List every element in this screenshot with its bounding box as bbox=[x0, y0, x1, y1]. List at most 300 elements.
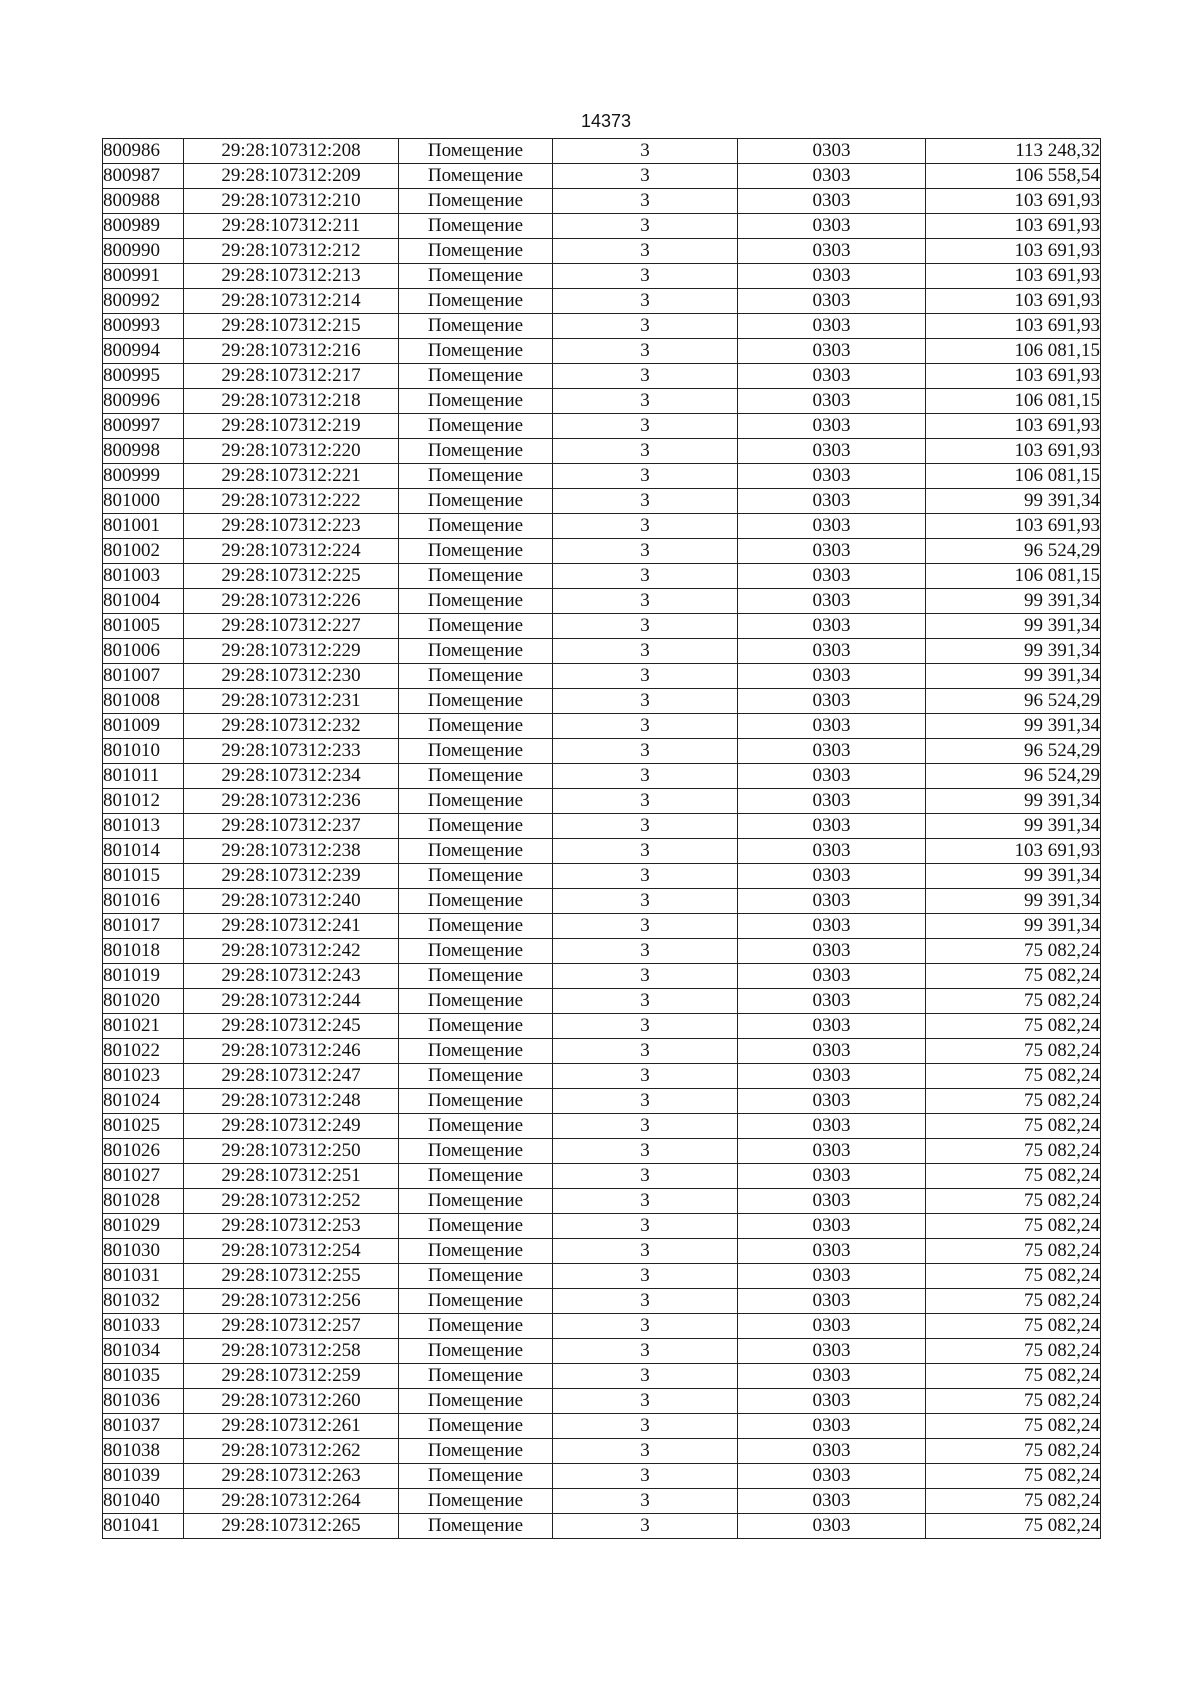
object-type: Помещение bbox=[399, 914, 553, 939]
code-cell: 0303 bbox=[738, 1114, 926, 1139]
cadastral-value: 103 691,93 bbox=[926, 414, 1101, 439]
cadastral-number: 29:28:107312:218 bbox=[184, 389, 399, 414]
code-cell: 0303 bbox=[738, 839, 926, 864]
code-cell: 0303 bbox=[738, 1164, 926, 1189]
code-cell: 0303 bbox=[738, 814, 926, 839]
table-row bbox=[103, 1464, 1101, 1489]
code-cell: 0303 bbox=[738, 1264, 926, 1289]
cadastral-number: 29:28:107312:223 bbox=[184, 514, 399, 539]
cadastral-number: 29:28:107312:245 bbox=[184, 1014, 399, 1039]
object-type: Помещение bbox=[399, 614, 553, 639]
category-cell: 3 bbox=[553, 764, 738, 789]
object-type: Помещение bbox=[399, 489, 553, 514]
category-cell: 3 bbox=[553, 1289, 738, 1314]
cadastral-value: 99 391,34 bbox=[926, 914, 1101, 939]
cadastral-value: 75 082,24 bbox=[926, 1139, 1101, 1164]
code-cell: 0303 bbox=[738, 889, 926, 914]
cadastral-number: 29:28:107312:222 bbox=[184, 489, 399, 514]
code-cell: 0303 bbox=[738, 539, 926, 564]
object-type: Помещение bbox=[399, 689, 553, 714]
code-cell: 0303 bbox=[738, 464, 926, 489]
table-row bbox=[103, 214, 1101, 239]
cadastral-number: 29:28:107312:264 bbox=[184, 1489, 399, 1514]
cadastral-number: 29:28:107312:236 bbox=[184, 789, 399, 814]
cadastral-value: 75 082,24 bbox=[926, 1264, 1101, 1289]
object-type: Помещение bbox=[399, 1189, 553, 1214]
row-number: 801019 bbox=[103, 964, 184, 989]
code-cell: 0303 bbox=[738, 764, 926, 789]
object-type: Помещение bbox=[399, 964, 553, 989]
category-cell: 3 bbox=[553, 314, 738, 339]
category-cell: 3 bbox=[553, 1514, 738, 1539]
object-type: Помещение bbox=[399, 789, 553, 814]
table-row bbox=[103, 139, 1101, 164]
cadastral-value: 106 081,15 bbox=[926, 389, 1101, 414]
cadastral-number: 29:28:107312:233 bbox=[184, 739, 399, 764]
row-number: 801029 bbox=[103, 1214, 184, 1239]
cadastral-value: 75 082,24 bbox=[926, 1339, 1101, 1364]
code-cell: 0303 bbox=[738, 1189, 926, 1214]
object-type: Помещение bbox=[399, 1264, 553, 1289]
table-row bbox=[103, 314, 1101, 339]
row-number: 801018 bbox=[103, 939, 184, 964]
cadastral-number: 29:28:107312:232 bbox=[184, 714, 399, 739]
category-cell: 3 bbox=[553, 814, 738, 839]
cadastral-number: 29:28:107312:210 bbox=[184, 189, 399, 214]
code-cell: 0303 bbox=[738, 1039, 926, 1064]
code-cell: 0303 bbox=[738, 639, 926, 664]
category-cell: 3 bbox=[553, 1314, 738, 1339]
object-type: Помещение bbox=[399, 514, 553, 539]
cadastral-value: 106 081,15 bbox=[926, 339, 1101, 364]
cadastral-number: 29:28:107312:217 bbox=[184, 364, 399, 389]
cadastral-value: 75 082,24 bbox=[926, 1289, 1101, 1314]
code-cell: 0303 bbox=[738, 1239, 926, 1264]
category-cell: 3 bbox=[553, 1239, 738, 1264]
cadastral-value: 99 391,34 bbox=[926, 714, 1101, 739]
cadastral-number: 29:28:107312:220 bbox=[184, 439, 399, 464]
category-cell: 3 bbox=[553, 1189, 738, 1214]
row-number: 801015 bbox=[103, 864, 184, 889]
category-cell: 3 bbox=[553, 364, 738, 389]
code-cell: 0303 bbox=[738, 989, 926, 1014]
table-row bbox=[103, 1414, 1101, 1439]
code-cell: 0303 bbox=[738, 964, 926, 989]
cadastral-value: 96 524,29 bbox=[926, 539, 1101, 564]
cadastral-number: 29:28:107312:256 bbox=[184, 1289, 399, 1314]
category-cell: 3 bbox=[553, 839, 738, 864]
cadastral-value: 75 082,24 bbox=[926, 939, 1101, 964]
code-cell: 0303 bbox=[738, 389, 926, 414]
row-number: 801017 bbox=[103, 914, 184, 939]
cadastral-number: 29:28:107312:244 bbox=[184, 989, 399, 1014]
row-number: 801025 bbox=[103, 1114, 184, 1139]
code-cell: 0303 bbox=[738, 1214, 926, 1239]
object-type: Помещение bbox=[399, 1064, 553, 1089]
category-cell: 3 bbox=[553, 614, 738, 639]
category-cell: 3 bbox=[553, 1089, 738, 1114]
table-row bbox=[103, 1289, 1101, 1314]
table-row bbox=[103, 1489, 1101, 1514]
category-cell: 3 bbox=[553, 964, 738, 989]
category-cell: 3 bbox=[553, 514, 738, 539]
cadastral-number: 29:28:107312:262 bbox=[184, 1439, 399, 1464]
row-number: 801007 bbox=[103, 664, 184, 689]
object-type: Помещение bbox=[399, 1389, 553, 1414]
object-type: Помещение bbox=[399, 464, 553, 489]
table-row bbox=[103, 489, 1101, 514]
cadastral-value: 106 558,54 bbox=[926, 164, 1101, 189]
row-number: 801014 bbox=[103, 839, 184, 864]
object-type: Помещение bbox=[399, 564, 553, 589]
table-row bbox=[103, 1264, 1101, 1289]
code-cell: 0303 bbox=[738, 164, 926, 189]
cadastral-value: 75 082,24 bbox=[926, 989, 1101, 1014]
table-row bbox=[103, 614, 1101, 639]
code-cell: 0303 bbox=[738, 1014, 926, 1039]
cadastral-number: 29:28:107312:237 bbox=[184, 814, 399, 839]
code-cell: 0303 bbox=[738, 1314, 926, 1339]
cadastral-number: 29:28:107312:224 bbox=[184, 539, 399, 564]
row-number: 801001 bbox=[103, 514, 184, 539]
object-type: Помещение bbox=[399, 164, 553, 189]
row-number: 801030 bbox=[103, 1239, 184, 1264]
code-cell: 0303 bbox=[738, 1364, 926, 1389]
code-cell: 0303 bbox=[738, 1064, 926, 1089]
table-row bbox=[103, 864, 1101, 889]
category-cell: 3 bbox=[553, 989, 738, 1014]
code-cell: 0303 bbox=[738, 289, 926, 314]
cadastral-value: 75 082,24 bbox=[926, 1364, 1101, 1389]
table-row bbox=[103, 539, 1101, 564]
code-cell: 0303 bbox=[738, 1339, 926, 1364]
table-row bbox=[103, 1389, 1101, 1414]
table-row bbox=[103, 914, 1101, 939]
table-row bbox=[103, 1189, 1101, 1214]
cadastral-value: 75 082,24 bbox=[926, 1239, 1101, 1264]
cadastral-number: 29:28:107312:241 bbox=[184, 914, 399, 939]
object-type: Помещение bbox=[399, 714, 553, 739]
object-type: Помещение bbox=[399, 339, 553, 364]
table-row bbox=[103, 1214, 1101, 1239]
cadastral-value: 99 391,34 bbox=[926, 489, 1101, 514]
cadastral-number: 29:28:107312:243 bbox=[184, 964, 399, 989]
row-number: 801037 bbox=[103, 1414, 184, 1439]
row-number: 800993 bbox=[103, 314, 184, 339]
object-type: Помещение bbox=[399, 1314, 553, 1339]
cadastral-value: 75 082,24 bbox=[926, 1039, 1101, 1064]
object-type: Помещение bbox=[399, 1464, 553, 1489]
cadastral-value: 103 691,93 bbox=[926, 364, 1101, 389]
row-number: 800987 bbox=[103, 164, 184, 189]
table-row bbox=[103, 639, 1101, 664]
row-number: 801039 bbox=[103, 1464, 184, 1489]
table-row bbox=[103, 939, 1101, 964]
table-row bbox=[103, 1014, 1101, 1039]
object-type: Помещение bbox=[399, 814, 553, 839]
table-row bbox=[103, 1339, 1101, 1364]
table-row bbox=[103, 389, 1101, 414]
table-row bbox=[103, 989, 1101, 1014]
row-number: 800991 bbox=[103, 264, 184, 289]
cadastral-value: 75 082,24 bbox=[926, 1214, 1101, 1239]
category-cell: 3 bbox=[553, 214, 738, 239]
cadastral-value: 103 691,93 bbox=[926, 189, 1101, 214]
category-cell: 3 bbox=[553, 714, 738, 739]
cadastral-number: 29:28:107312:247 bbox=[184, 1064, 399, 1089]
row-number: 800990 bbox=[103, 239, 184, 264]
category-cell: 3 bbox=[553, 489, 738, 514]
object-type: Помещение bbox=[399, 764, 553, 789]
table-row bbox=[103, 339, 1101, 364]
object-type: Помещение bbox=[399, 1364, 553, 1389]
table-row bbox=[103, 764, 1101, 789]
row-number: 801023 bbox=[103, 1064, 184, 1089]
row-number: 801036 bbox=[103, 1389, 184, 1414]
category-cell: 3 bbox=[553, 1364, 738, 1389]
row-number: 801003 bbox=[103, 564, 184, 589]
table-row bbox=[103, 189, 1101, 214]
category-cell: 3 bbox=[553, 689, 738, 714]
object-type: Помещение bbox=[399, 189, 553, 214]
category-cell: 3 bbox=[553, 414, 738, 439]
table-row bbox=[103, 1314, 1101, 1339]
table-row bbox=[103, 1139, 1101, 1164]
cadastral-value: 75 082,24 bbox=[926, 1164, 1101, 1189]
object-type: Помещение bbox=[399, 314, 553, 339]
table-row bbox=[103, 289, 1101, 314]
row-number: 801041 bbox=[103, 1514, 184, 1539]
cadastral-value: 103 691,93 bbox=[926, 514, 1101, 539]
cadastral-value: 75 082,24 bbox=[926, 1489, 1101, 1514]
cadastral-value: 75 082,24 bbox=[926, 1414, 1101, 1439]
cadastral-value: 103 691,93 bbox=[926, 314, 1101, 339]
table-row bbox=[103, 1514, 1101, 1539]
row-number: 801033 bbox=[103, 1314, 184, 1339]
category-cell: 3 bbox=[553, 439, 738, 464]
table-row bbox=[103, 564, 1101, 589]
category-cell: 3 bbox=[553, 1164, 738, 1189]
object-type: Помещение bbox=[399, 1039, 553, 1064]
cadastral-number: 29:28:107312:259 bbox=[184, 1364, 399, 1389]
cadastral-value: 75 082,24 bbox=[926, 964, 1101, 989]
table-row bbox=[103, 439, 1101, 464]
row-number: 801040 bbox=[103, 1489, 184, 1514]
row-number: 801000 bbox=[103, 489, 184, 514]
code-cell: 0303 bbox=[738, 589, 926, 614]
cadastral-value: 103 691,93 bbox=[926, 439, 1101, 464]
cadastral-value: 75 082,24 bbox=[926, 1389, 1101, 1414]
code-cell: 0303 bbox=[738, 739, 926, 764]
cadastral-number: 29:28:107312:219 bbox=[184, 414, 399, 439]
code-cell: 0303 bbox=[738, 914, 926, 939]
object-type: Помещение bbox=[399, 989, 553, 1014]
object-type: Помещение bbox=[399, 889, 553, 914]
code-cell: 0303 bbox=[738, 264, 926, 289]
cadastral-number: 29:28:107312:261 bbox=[184, 1414, 399, 1439]
category-cell: 3 bbox=[553, 664, 738, 689]
row-number: 800996 bbox=[103, 389, 184, 414]
cadastral-number: 29:28:107312:251 bbox=[184, 1164, 399, 1189]
table-row bbox=[103, 164, 1101, 189]
cadastral-value: 75 082,24 bbox=[926, 1114, 1101, 1139]
cadastral-number: 29:28:107312:212 bbox=[184, 239, 399, 264]
row-number: 801010 bbox=[103, 739, 184, 764]
row-number: 801020 bbox=[103, 989, 184, 1014]
code-cell: 0303 bbox=[738, 1139, 926, 1164]
object-type: Помещение bbox=[399, 214, 553, 239]
object-type: Помещение bbox=[399, 664, 553, 689]
table-row bbox=[103, 464, 1101, 489]
category-cell: 3 bbox=[553, 914, 738, 939]
code-cell: 0303 bbox=[738, 1439, 926, 1464]
category-cell: 3 bbox=[553, 1214, 738, 1239]
row-number: 801013 bbox=[103, 814, 184, 839]
cadastral-value: 99 391,34 bbox=[926, 639, 1101, 664]
cadastral-value: 103 691,93 bbox=[926, 239, 1101, 264]
object-type: Помещение bbox=[399, 1014, 553, 1039]
object-type: Помещение bbox=[399, 1339, 553, 1364]
category-cell: 3 bbox=[553, 1339, 738, 1364]
category-cell: 3 bbox=[553, 389, 738, 414]
registry-table-body bbox=[103, 139, 1101, 1539]
cadastral-number: 29:28:107312:253 bbox=[184, 1214, 399, 1239]
row-number: 800995 bbox=[103, 364, 184, 389]
row-number: 801026 bbox=[103, 1139, 184, 1164]
object-type: Помещение bbox=[399, 289, 553, 314]
cadastral-number: 29:28:107312:255 bbox=[184, 1264, 399, 1289]
row-number: 801012 bbox=[103, 789, 184, 814]
table-row bbox=[103, 889, 1101, 914]
cadastral-value: 99 391,34 bbox=[926, 664, 1101, 689]
cadastral-number: 29:28:107312:209 bbox=[184, 164, 399, 189]
cadastral-value: 75 082,24 bbox=[926, 1464, 1101, 1489]
cadastral-value: 75 082,24 bbox=[926, 1439, 1101, 1464]
cadastral-number: 29:28:107312:254 bbox=[184, 1239, 399, 1264]
object-type: Помещение bbox=[399, 1414, 553, 1439]
cadastral-value: 75 082,24 bbox=[926, 1314, 1101, 1339]
object-type: Помещение bbox=[399, 539, 553, 564]
code-cell: 0303 bbox=[738, 1514, 926, 1539]
row-number: 800998 bbox=[103, 439, 184, 464]
page-number: 14373 bbox=[580, 111, 632, 131]
cadastral-value: 106 081,15 bbox=[926, 564, 1101, 589]
cadastral-number: 29:28:107312:248 bbox=[184, 1089, 399, 1114]
object-type: Помещение bbox=[399, 1239, 553, 1264]
cadastral-number: 29:28:107312:263 bbox=[184, 1464, 399, 1489]
cadastral-number: 29:28:107312:249 bbox=[184, 1114, 399, 1139]
table-row bbox=[103, 1239, 1101, 1264]
category-cell: 3 bbox=[553, 1489, 738, 1514]
cadastral-number: 29:28:107312:215 bbox=[184, 314, 399, 339]
category-cell: 3 bbox=[553, 1139, 738, 1164]
code-cell: 0303 bbox=[738, 564, 926, 589]
row-number: 801022 bbox=[103, 1039, 184, 1064]
category-cell: 3 bbox=[553, 1114, 738, 1139]
cadastral-value: 99 391,34 bbox=[926, 789, 1101, 814]
category-cell: 3 bbox=[553, 939, 738, 964]
category-cell: 3 bbox=[553, 189, 738, 214]
code-cell: 0303 bbox=[738, 339, 926, 364]
category-cell: 3 bbox=[553, 1414, 738, 1439]
code-cell: 0303 bbox=[738, 1464, 926, 1489]
row-number: 801009 bbox=[103, 714, 184, 739]
table-row bbox=[103, 1164, 1101, 1189]
cadastral-value: 99 391,34 bbox=[926, 814, 1101, 839]
category-cell: 3 bbox=[553, 739, 738, 764]
code-cell: 0303 bbox=[738, 1289, 926, 1314]
object-type: Помещение bbox=[399, 1514, 553, 1539]
row-number: 801005 bbox=[103, 614, 184, 639]
row-number: 801032 bbox=[103, 1289, 184, 1314]
row-number: 801011 bbox=[103, 764, 184, 789]
code-cell: 0303 bbox=[738, 789, 926, 814]
cadastral-number: 29:28:107312:231 bbox=[184, 689, 399, 714]
code-cell: 0303 bbox=[738, 439, 926, 464]
category-cell: 3 bbox=[553, 264, 738, 289]
object-type: Помещение bbox=[399, 1139, 553, 1164]
row-number: 800989 bbox=[103, 214, 184, 239]
cadastral-number: 29:28:107312:211 bbox=[184, 214, 399, 239]
table-row bbox=[103, 1114, 1101, 1139]
code-cell: 0303 bbox=[738, 614, 926, 639]
code-cell: 0303 bbox=[738, 939, 926, 964]
cadastral-value: 75 082,24 bbox=[926, 1064, 1101, 1089]
object-type: Помещение bbox=[399, 389, 553, 414]
table-row bbox=[103, 739, 1101, 764]
table-row bbox=[103, 839, 1101, 864]
table-row bbox=[103, 1364, 1101, 1389]
row-number: 801008 bbox=[103, 689, 184, 714]
cadastral-number: 29:28:107312:250 bbox=[184, 1139, 399, 1164]
cadastral-number: 29:28:107312:240 bbox=[184, 889, 399, 914]
row-number: 801021 bbox=[103, 1014, 184, 1039]
category-cell: 3 bbox=[553, 1439, 738, 1464]
cadastral-number: 29:28:107312:242 bbox=[184, 939, 399, 964]
cadastral-value: 96 524,29 bbox=[926, 739, 1101, 764]
cadastral-value: 103 691,93 bbox=[926, 289, 1101, 314]
table-row bbox=[103, 589, 1101, 614]
row-number: 801006 bbox=[103, 639, 184, 664]
cadastral-number: 29:28:107312:214 bbox=[184, 289, 399, 314]
row-number: 800988 bbox=[103, 189, 184, 214]
code-cell: 0303 bbox=[738, 314, 926, 339]
cadastral-value: 113 248,32 bbox=[926, 139, 1101, 164]
cadastral-value: 96 524,29 bbox=[926, 689, 1101, 714]
code-cell: 0303 bbox=[738, 489, 926, 514]
row-number: 801038 bbox=[103, 1439, 184, 1464]
code-cell: 0303 bbox=[738, 239, 926, 264]
row-number: 801004 bbox=[103, 589, 184, 614]
cadastral-value: 99 391,34 bbox=[926, 614, 1101, 639]
cadastral-number: 29:28:107312:265 bbox=[184, 1514, 399, 1539]
object-type: Помещение bbox=[399, 739, 553, 764]
category-cell: 3 bbox=[553, 864, 738, 889]
table-row bbox=[103, 789, 1101, 814]
code-cell: 0303 bbox=[738, 864, 926, 889]
table-row bbox=[103, 814, 1101, 839]
code-cell: 0303 bbox=[738, 664, 926, 689]
row-number: 801027 bbox=[103, 1164, 184, 1189]
cadastral-value: 75 082,24 bbox=[926, 1514, 1101, 1539]
cadastral-number: 29:28:107312:257 bbox=[184, 1314, 399, 1339]
object-type: Помещение bbox=[399, 1114, 553, 1139]
cadastral-number: 29:28:107312:238 bbox=[184, 839, 399, 864]
cadastral-value: 99 391,34 bbox=[926, 889, 1101, 914]
category-cell: 3 bbox=[553, 464, 738, 489]
table-row bbox=[103, 264, 1101, 289]
object-type: Помещение bbox=[399, 839, 553, 864]
